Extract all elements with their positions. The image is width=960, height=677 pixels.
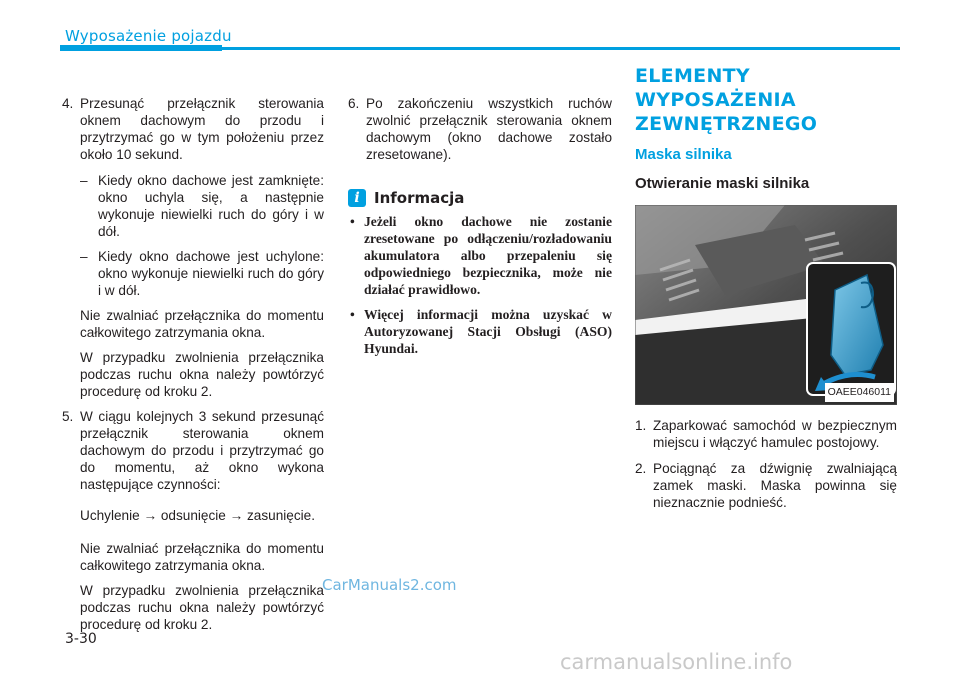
step-text: Zaparkować samochód w bezpiecznym miejscu i włączyć hamulec postojowy. [653, 418, 897, 450]
step-number: 5. [62, 409, 74, 424]
step-text: Przesunąć przełącznik sterowania oknem dachowym do przodu i przytrzymać go w tym położeniu przez około 10 sekund. [80, 96, 324, 162]
note-paragraph: W przypadku zwolnienia przełącznika podczas ruchu okna należy powtórzyć procedurę od kroku 2. [80, 583, 324, 632]
column-middle [348, 95, 612, 365]
note-paragraph: Nie zwalniać przełącznika do momentu całkowitego zatrzymania okna. [80, 541, 324, 573]
subsection-title: Maska silnika [635, 146, 732, 163]
dash-item-closed: – Kiedy okno dachowe jest zamknięte: okno uchyla się, a następnie wykonuje niewielki ruch do góry i w dół. [80, 173, 324, 239]
bullet-text: Więcej informacji można uzyskać w Autoryzowanej Stacji Obsługi (ASO) Hyundai. [364, 307, 612, 356]
dash-text: Kiedy okno dachowe jest zamknięte: okno uchyla się, a następnie wykonuje niewielki ruch do góry i w dół. [98, 173, 324, 239]
step-number: 6. [348, 96, 360, 111]
dash-text: Kiedy okno dachowe jest uchylone: okno wykonuje niewielki ruch do góry i w dół. [98, 249, 324, 298]
step-text: W ciągu kolejnych 3 sekund przesunąć przełącznik sterowania oknem dachowym do przodu i przytrzymać go do momentu, aż okno wykona następujące czynności: [80, 409, 324, 492]
step-number: 1. [635, 418, 647, 433]
footer-watermark: carmanualsonline.info [560, 650, 793, 674]
step-5 [62, 408, 324, 493]
hood-release-figure [635, 205, 897, 405]
sequence-text: Uchylenie → odsunięcie → zasunięcie. [80, 508, 315, 523]
hood-step-2 [635, 460, 897, 511]
info-bullet: • Jeżeli okno dachowe nie zostanie zresetowane po odłączeniu/rozładowaniu akumulatora albo przepaleniu się odpowiedniego bezpiecznika, może nie działać prawidłowo. [350, 214, 612, 297]
hood-release-illustration [635, 205, 897, 405]
header-rule [60, 47, 900, 50]
info-box-header [348, 189, 612, 207]
note-paragraph: W przypadku zwolnienia przełącznika podczas ruchu okna należy powtórzyć procedurę od kroku 2. [80, 350, 324, 399]
hood-step-1 [635, 417, 897, 451]
dash-item-tilted: – Kiedy okno dachowe jest uchylone: okno wykonuje niewielki ruch do góry i w dół. [80, 249, 324, 298]
info-title: Informacja [374, 188, 465, 207]
watermark: CarManuals2.com [322, 576, 457, 594]
column-left [62, 95, 324, 641]
note-paragraph: Nie zwalniać przełącznika do momentu całkowitego zatrzymania okna. [80, 308, 324, 340]
section-title: ELEMENTY WYPOSAŻENIA ZEWNĘTRZNEGO [635, 65, 818, 135]
column-right [635, 64, 897, 520]
step-4 [62, 95, 324, 163]
step-number: 2. [635, 461, 647, 476]
step-6 [348, 95, 612, 163]
procedure-title: Otwieranie maski silnika [635, 175, 810, 192]
info-icon: i [348, 189, 366, 207]
step-number: 4. [62, 96, 74, 111]
info-bullet: • Więcej informacji można uzyskać w Autoryzowanej Stacji Obsługi (ASO) Hyundai. [350, 307, 612, 356]
bullet-text: Jeżeli okno dachowe nie zostanie zresetowane po odłączeniu/rozładowaniu akumulatora albo przepaleniu się odpowiedniego bezpiecznika, może nie działać prawidłowo. [364, 214, 612, 297]
step-text: Po zakończeniu wszystkich ruchów zwolnić przełącznik sterowania oknem dachowym (okno dachowe zostało zresetowane). [366, 96, 612, 162]
section-header-title: Wyposażenie pojazdu [65, 27, 232, 45]
figure-code: OAEE046011 [825, 383, 894, 402]
page-number: 3-30 [65, 631, 97, 647]
step-text: Pociągnąć za dźwignię zwalniającą zamek maski. Maska powinna się nieznacznie podnieść. [653, 461, 897, 510]
